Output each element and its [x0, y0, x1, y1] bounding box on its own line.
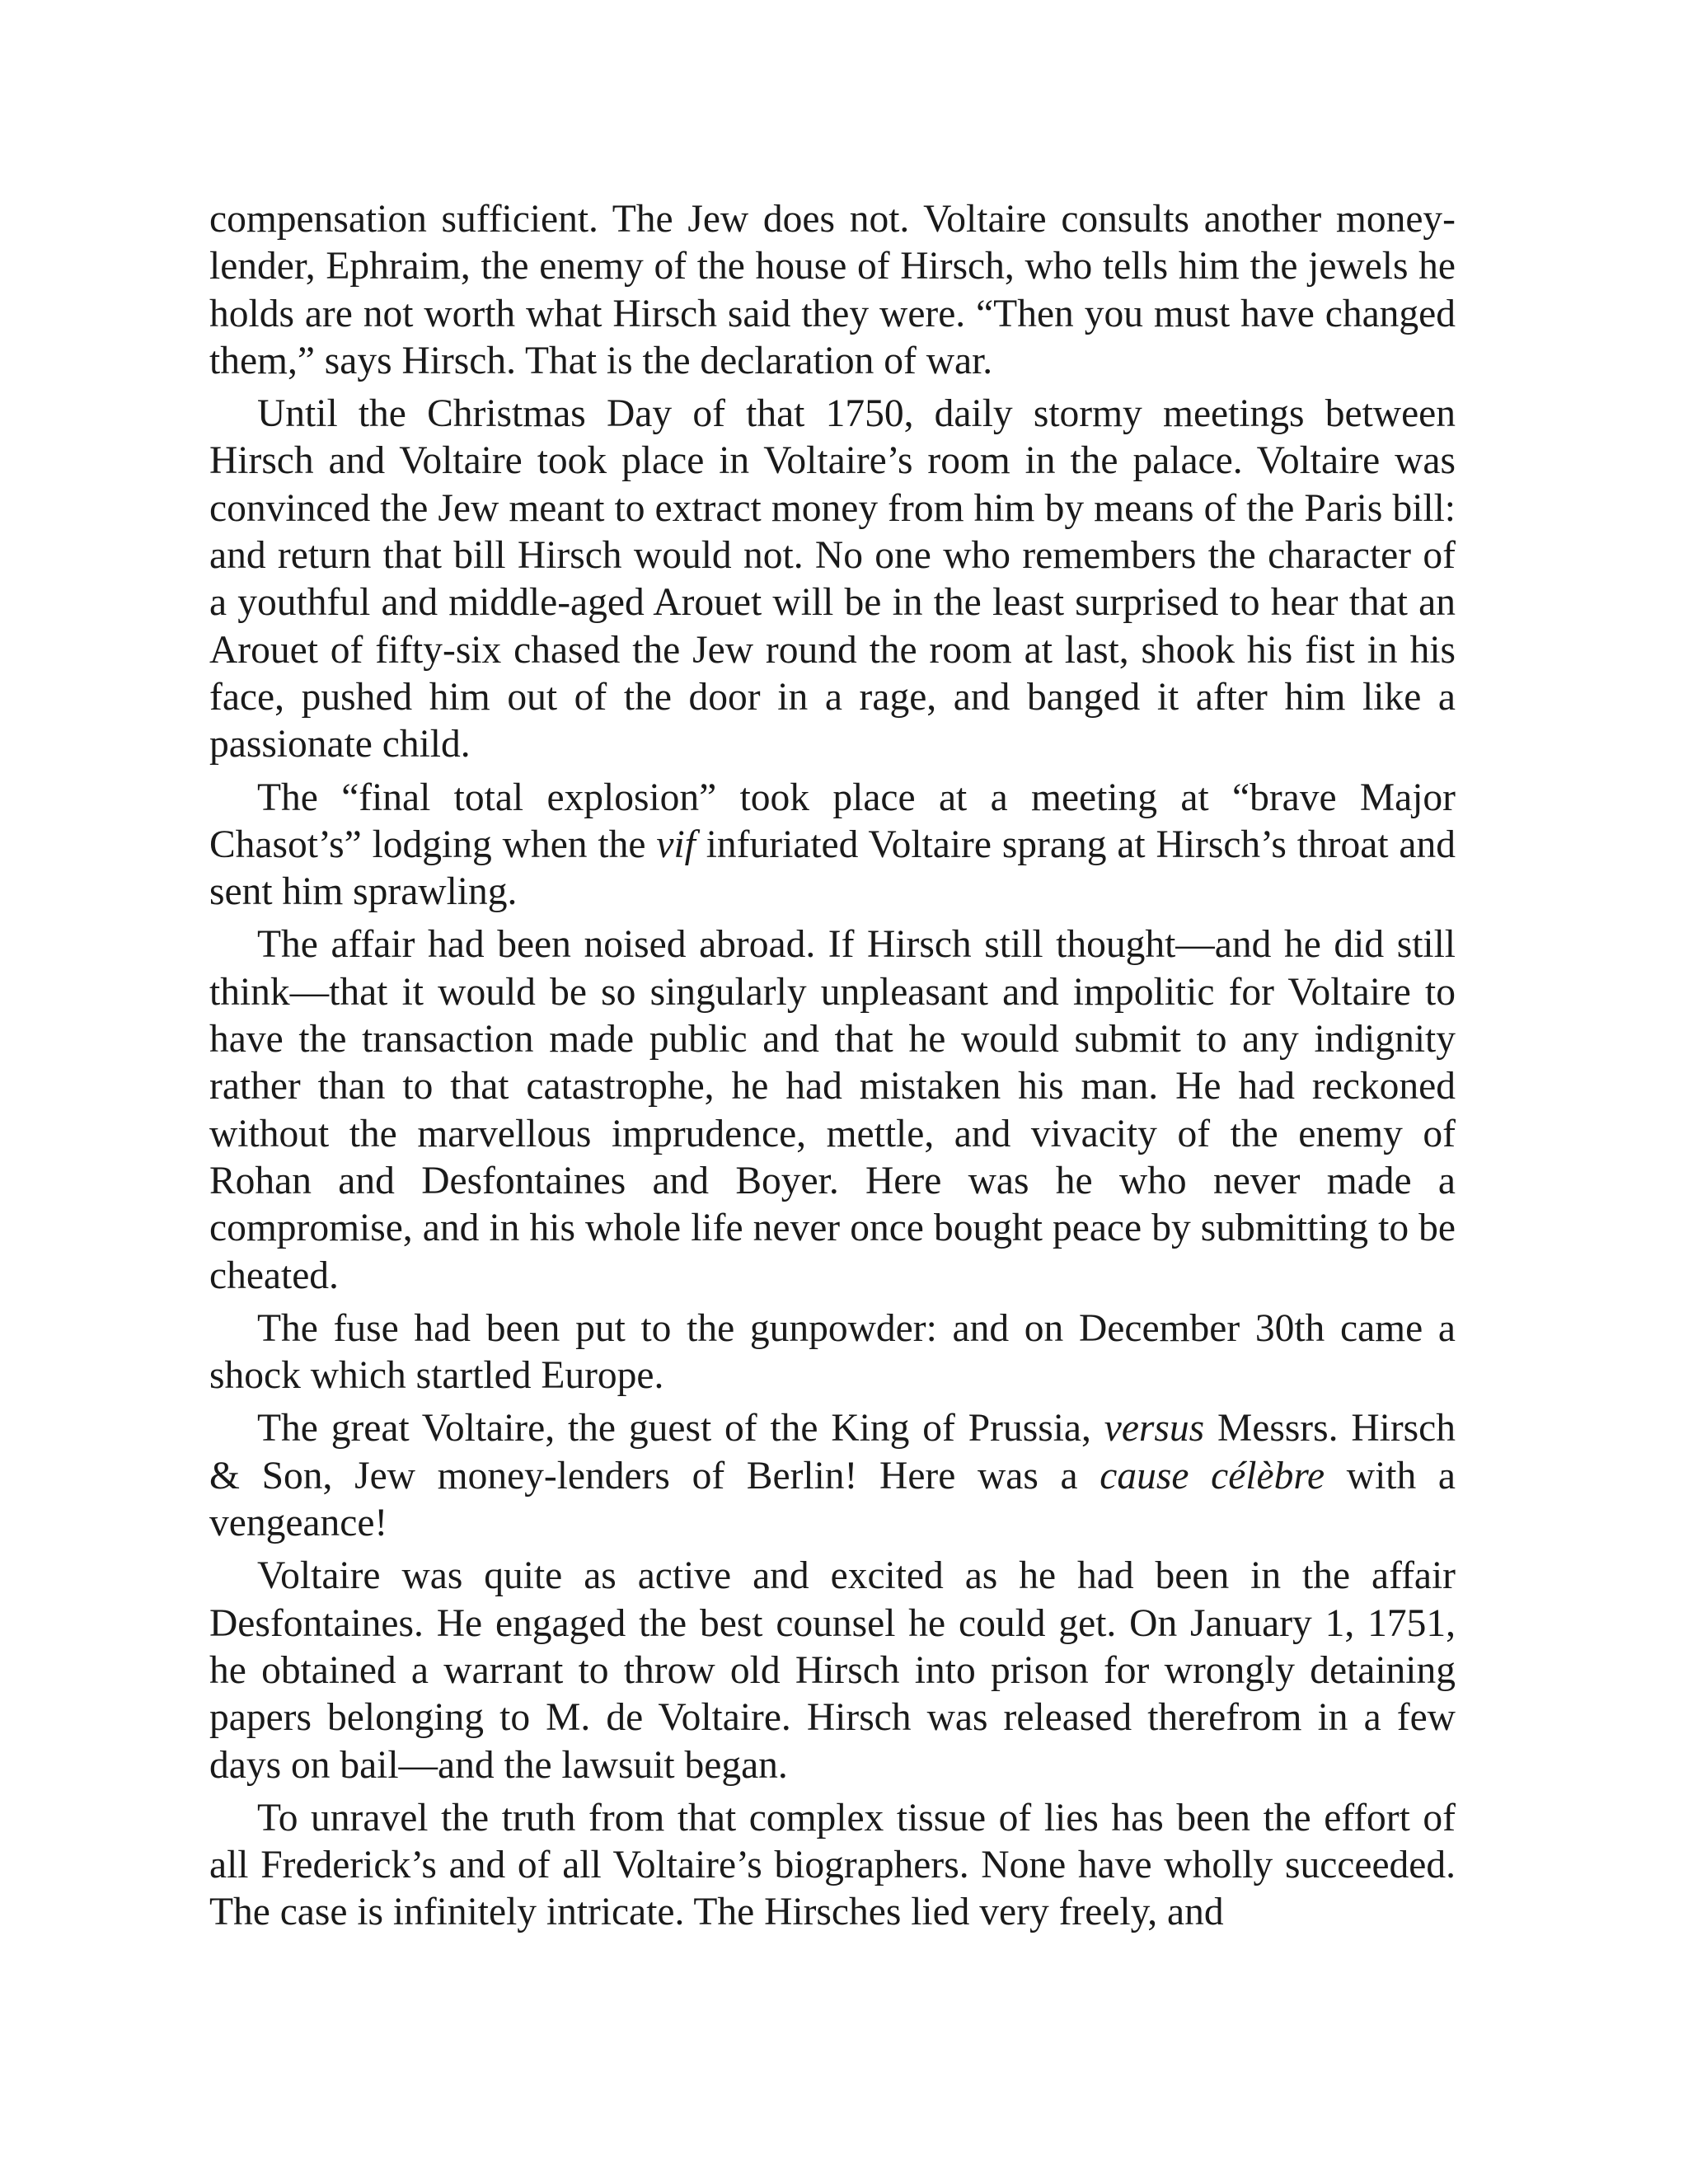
- paragraph-text: The “final total explosion” took place at a meeting at “brave Major Chasot’s” lodging when the: [209, 776, 1456, 866]
- paragraph: [209, 196, 1456, 385]
- paragraph: [209, 1553, 1456, 1788]
- paragraph-text: The fuse had been put to the gunpowder: and on December 30th came a shock which startled Europe.: [209, 1306, 1456, 1398]
- paragraph: [209, 1795, 1456, 1937]
- page-body: [209, 196, 1456, 1937]
- paragraph: [209, 391, 1456, 768]
- italic-word: vif: [656, 823, 696, 866]
- paragraph: [209, 775, 1456, 916]
- paragraph-text: with a vengeance!: [209, 1454, 1456, 1545]
- italic-phrase: cause célèbre: [1100, 1454, 1325, 1497]
- paragraph-text: The affair had been noised abroad. If Hirsch still thought—and he did still think—that it would be so singularly unpleasant and impolitic for Voltaire to have the transaction made public and that he would submit to any indignity rather than to that catastrophe, he had mistaken his man. He had reckoned without the marvellous imprudence, mettle, and vivacity of the enemy of Rohan and Desfontaines and Boyer. Here was he who never made a compromise, and in his whole life never once bought peace by submitting to be cheated.: [209, 923, 1456, 1297]
- paragraph-text: Messrs. Hirsch & Son, Jew money-lenders of Berlin! Here was a: [209, 1407, 1456, 1497]
- paragraph: [209, 1405, 1456, 1547]
- paragraph-text: compensation sufficient. The Jew does not. Voltaire consults another money-lender, Ephraim, the enemy of the house of Hirsch, who tells him the jewels he holds are not worth what Hirsch said they were. “Then you must have changed them,” says Hirsch. That is the declaration of war.: [209, 198, 1456, 382]
- paragraph: [209, 921, 1456, 1299]
- paragraph-text: Voltaire was quite as active and excited as he had been in the affair Desfontaines. He engaged the best counsel he could get. On January 1, 1751, he obtained a warrant to throw old Hirsch into prison for wrongly detaining papers belonging to M. de Voltaire. Hirsch was released therefrom in a few days on bail—and the lawsuit began.: [209, 1554, 1456, 1787]
- paragraph-text: Until the Christmas Day of that 1750, daily stormy meetings between Hirsch and Voltaire took place in Voltaire’s room in the palace. Voltaire was convinced the Jew meant to extract money from him by means of the Paris bill: and return that bill Hirsch would not. No one who remembers the character of a youthful and middle-aged Arouet will be in the least surprised to hear that an Arouet of fifty-six chased the Jew round the room at last, shook his fist in his face, pushed him out of the door in a rage, and banged it after him like a passionate child.: [209, 392, 1456, 766]
- paragraph: [209, 1305, 1456, 1400]
- paragraph-text: To unravel the truth from that complex tissue of lies has been the effort of all Frederick’s and of all Voltaire’s biographers. None have wholly succeeded. The case is infinitely intricate. The Hirsches lied very freely, and: [209, 1796, 1456, 1934]
- paragraph-text: The great Voltaire, the guest of the King of Prussia,: [257, 1407, 1104, 1451]
- paragraph-text: infuriated Voltaire sprang at Hirsch’s throat and sent him sprawling.: [209, 823, 1456, 914]
- italic-word: versus: [1104, 1407, 1205, 1451]
